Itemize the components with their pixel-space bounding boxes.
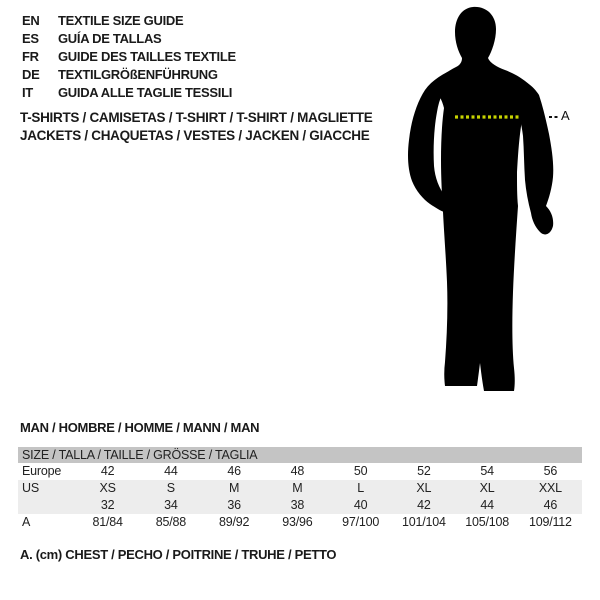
language-label: GUIDE DES TAILLES TEXTILE: [58, 49, 236, 64]
cell: M: [229, 481, 240, 495]
chest-footnote: A. (cm) CHEST / PECHO / POITRINE / TRUHE / PETTO: [20, 547, 337, 562]
language-label: TEXTILE SIZE GUIDE: [58, 13, 184, 28]
man-silhouette: [400, 0, 600, 400]
language-list: [22, 12, 236, 102]
category-heading: [20, 109, 372, 145]
cell: 52: [417, 464, 431, 478]
cell: 56: [543, 464, 558, 478]
cell: 109/112: [528, 515, 572, 529]
language-code: FR: [22, 49, 39, 64]
cell: 81/84: [92, 515, 123, 529]
cell: S: [166, 481, 175, 495]
cell: 48: [290, 464, 305, 478]
cell: 34: [164, 498, 178, 512]
row-label: US: [22, 481, 39, 495]
language-row-de: [22, 66, 236, 84]
cell: XL: [416, 481, 432, 495]
cell: 42: [100, 464, 115, 478]
cell: 105/108: [465, 515, 510, 529]
cell: XXL: [538, 481, 562, 495]
cell: 32: [100, 498, 115, 512]
row-label: [18, 497, 76, 514]
cell: M: [292, 481, 303, 495]
cell: 101/104: [401, 515, 446, 529]
size-table-header: SIZE / TALLA / TAILLE / GRÖSSE / TAGLIA: [18, 447, 582, 463]
language-code: DE: [22, 67, 40, 82]
cell: 44: [164, 464, 178, 478]
language-label: GUÍA DE TALLAS: [58, 31, 162, 46]
language-row-en: [22, 12, 236, 30]
table-row-us-numeric: [18, 497, 582, 514]
cell: L: [357, 481, 364, 495]
cell: 40: [353, 498, 368, 512]
measure-label-a: A: [561, 108, 570, 123]
table-row-europe: [18, 463, 582, 480]
cell: 44: [480, 498, 494, 512]
language-code: EN: [22, 13, 40, 28]
language-code: ES: [22, 31, 39, 46]
cell: 85/88: [155, 515, 187, 529]
cell: 38: [290, 498, 305, 512]
cell: 42: [417, 498, 431, 512]
cell: 89/92: [218, 515, 250, 529]
torso-path: [432, 7, 537, 391]
language-row-it: [22, 84, 236, 102]
cell: 54: [480, 464, 494, 478]
language-row-fr: [22, 48, 236, 66]
section-title-man: MAN / HOMBRE / HOMME / MANN / MAN: [20, 420, 260, 435]
language-label: GUIDA ALLE TAGLIE TESSILI: [58, 85, 233, 100]
cell: XS: [99, 481, 116, 495]
cell: XL: [479, 481, 495, 495]
cell: 46: [543, 498, 558, 512]
cell: 36: [227, 498, 241, 512]
row-label: A: [22, 515, 31, 529]
category-line-jackets: JACKETS / CHAQUETAS / VESTES / JACKEN / GIACCHE: [20, 128, 370, 143]
cell: 46: [227, 464, 241, 478]
cell: 93/96: [282, 515, 313, 529]
cell: 97/100: [342, 515, 380, 529]
size-table: [18, 447, 582, 531]
category-line-tshirts: T-SHIRTS / CAMISETAS / T-SHIRT / T-SHIRT / MAGLIETTE: [20, 110, 373, 125]
language-label: TEXTILGRÖßENFÜHRUNG: [58, 67, 218, 82]
table-row-us: [18, 480, 582, 497]
language-code: IT: [22, 85, 33, 100]
language-row-es: [22, 30, 236, 48]
table-row-chest-a: [18, 514, 582, 531]
cell: 50: [353, 464, 368, 478]
row-label: Europe: [22, 464, 62, 478]
